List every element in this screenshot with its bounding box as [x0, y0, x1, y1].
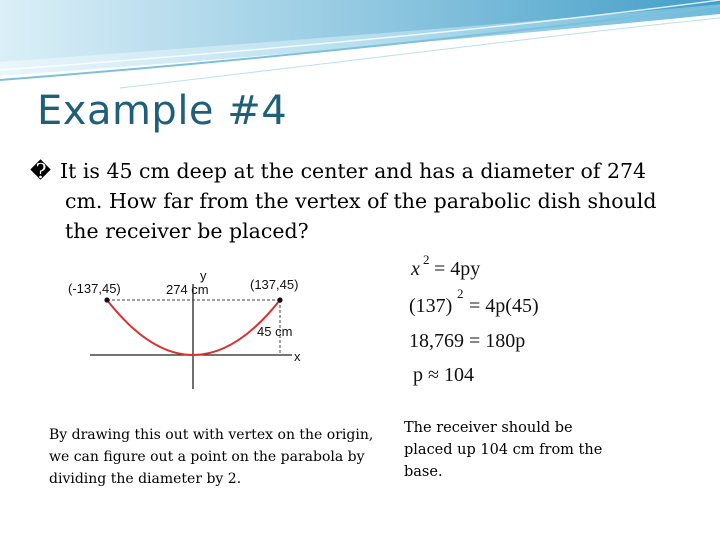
- left-point-marker: [104, 297, 109, 302]
- equation-steps: [405, 250, 585, 390]
- eq3: 18,769 = 180p: [409, 330, 526, 352]
- x-axis-label: x: [294, 349, 301, 364]
- right-point-label: (137,45): [250, 277, 299, 292]
- eq1-exponent: 2: [423, 252, 430, 267]
- eq2-lhs: (137): [409, 295, 453, 317]
- eq2-exponent: 2: [457, 286, 464, 301]
- eq1-lhs: x: [411, 258, 420, 280]
- width-label: 274 cm: [166, 282, 209, 297]
- eq4: p ≈ 104: [413, 364, 474, 386]
- parabola-graph: [62, 264, 318, 398]
- slide-title: Example #4: [37, 88, 288, 134]
- question-text: It is 45 cm deep at the center and has a diameter of 274 cm. How far from the vertex of the parabolic dish should the receiver be placed?: [60, 159, 657, 243]
- bullet-icon: �: [30, 159, 52, 183]
- eq2-rhs: = 4p(45): [469, 295, 539, 317]
- question-bullet-item: [30, 156, 690, 246]
- caption-right: The receiver should be placed up 104 cm from the base.: [404, 420, 603, 480]
- right-point-marker: [277, 297, 282, 302]
- y-axis-label: y: [200, 268, 207, 283]
- eq1-rhs: = 4py: [434, 258, 481, 280]
- depth-label: 45 cm: [257, 324, 293, 339]
- left-point-label: (-137,45): [68, 281, 121, 296]
- decorative-header-banner: [0, 0, 720, 90]
- caption-left: By drawing this out with vertex on the origin, we can figure out a point on the parabola by dividing the diameter by 2.: [49, 427, 374, 487]
